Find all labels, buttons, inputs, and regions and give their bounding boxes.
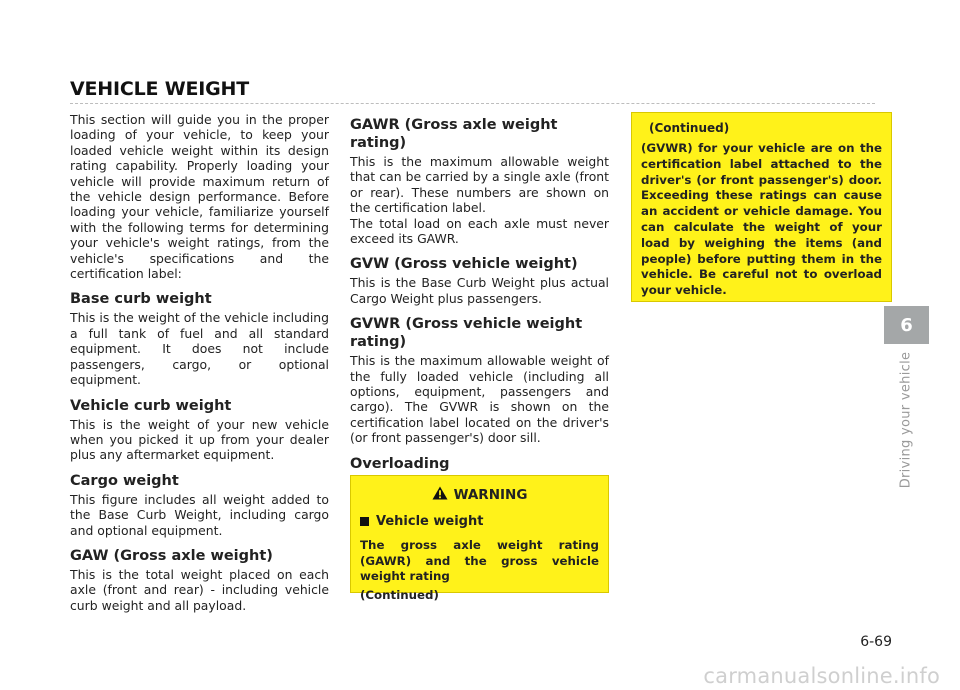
gawr-text-1: This is the maximum allowable weight that can be carried by a single axle (front or rear). These numbers are shown on the certification label.	[350, 154, 609, 216]
continued-warning-box	[631, 112, 892, 302]
page-number: 6-69	[860, 634, 892, 650]
warning-subheading	[360, 514, 599, 529]
vehicle-curb-heading: Vehicle curb weight	[70, 397, 232, 414]
gvwr-heading: GVWR (Gross vehicle weight rating)	[350, 316, 583, 351]
gvw-heading: GVW (Gross vehicle weight)	[350, 256, 578, 273]
warning-triangle-icon	[432, 486, 448, 504]
warning-subheading-text: Vehicle weight	[376, 514, 484, 529]
cargo-heading: Cargo weight	[70, 472, 179, 489]
title-divider	[70, 103, 875, 104]
watermark: carmanualsonline.info	[703, 664, 940, 688]
base-curb-heading: Base curb weight	[70, 291, 212, 308]
vehicle-curb-text: This is the weight of your new vehicle when you picked it up from your dealer plus any aftermarket equipment.	[70, 416, 329, 463]
warning-text: The gross axle weight rating (GAWR) and the gross vehicle weight rating	[360, 538, 599, 583]
section-title: VEHICLE WEIGHT	[70, 78, 249, 100]
chapter-tab[interactable]: 6	[884, 306, 929, 344]
intro-paragraph: This section will guide you in the proper loading of your vehicle, to keep your loaded vehicle weight within its design rating capability. Properly loading your vehicle will provide maximum return of the vehicle design performance. Before loading your vehicle, familiarize yourself with the following terms for determining your vehicle's weight ratings, from the vehicle's specifications and the certification label:	[70, 112, 329, 282]
gawr-heading: GAWR (Gross axle weight rating)	[350, 117, 558, 151]
gaw-heading: GAW (Gross axle weight)	[70, 547, 273, 564]
warning-box	[350, 475, 609, 602]
gvwr-text: This is the maximum allowable weight of the fully loaded vehicle (including all options, equipment, passengers and cargo). The GVWR is shown on the certification label located on the driver's (or front passenger's) door sill.	[350, 353, 609, 446]
chapter-title: Driving your vehicle	[898, 351, 914, 489]
gawr-text-2: The total load on each axle must never exceed its GAWR.	[350, 215, 609, 247]
overloading-heading: Overloading	[350, 455, 450, 472]
gaw-text: This is the total weight placed on each axle (front and rear) - including vehicle curb weight and all payload.	[70, 566, 329, 613]
continued-label: (Continued)	[649, 121, 730, 135]
warning-header	[360, 486, 599, 504]
column-2	[350, 112, 609, 475]
cargo-text: This figure includes all weight added to the Base Curb Weight, including cargo and optional equipment.	[70, 491, 329, 538]
warning-continued: (Continued)	[360, 587, 439, 602]
column-1	[70, 112, 329, 613]
warning-label: WARNING	[453, 487, 528, 503]
gvw-text: This is the Base Curb Weight plus actual Cargo Weight plus passengers.	[350, 275, 609, 306]
base-curb-text: This is the weight of the vehicle including a full tank of fuel and all standard equipment. It does not include passengers, cargo, or optional equipment.	[70, 310, 329, 388]
continued-text: (GVWR) for your vehicle are on the certification label attached to the driver's (or front passenger's) door. Exceeding these ratings can cause an accident or vehicle damage. You can calculate the weight of your load by weighing the items (and people) before putting them in the vehicle. Be careful not to overload your vehicle.	[641, 141, 882, 298]
square-bullet-icon	[360, 517, 369, 526]
